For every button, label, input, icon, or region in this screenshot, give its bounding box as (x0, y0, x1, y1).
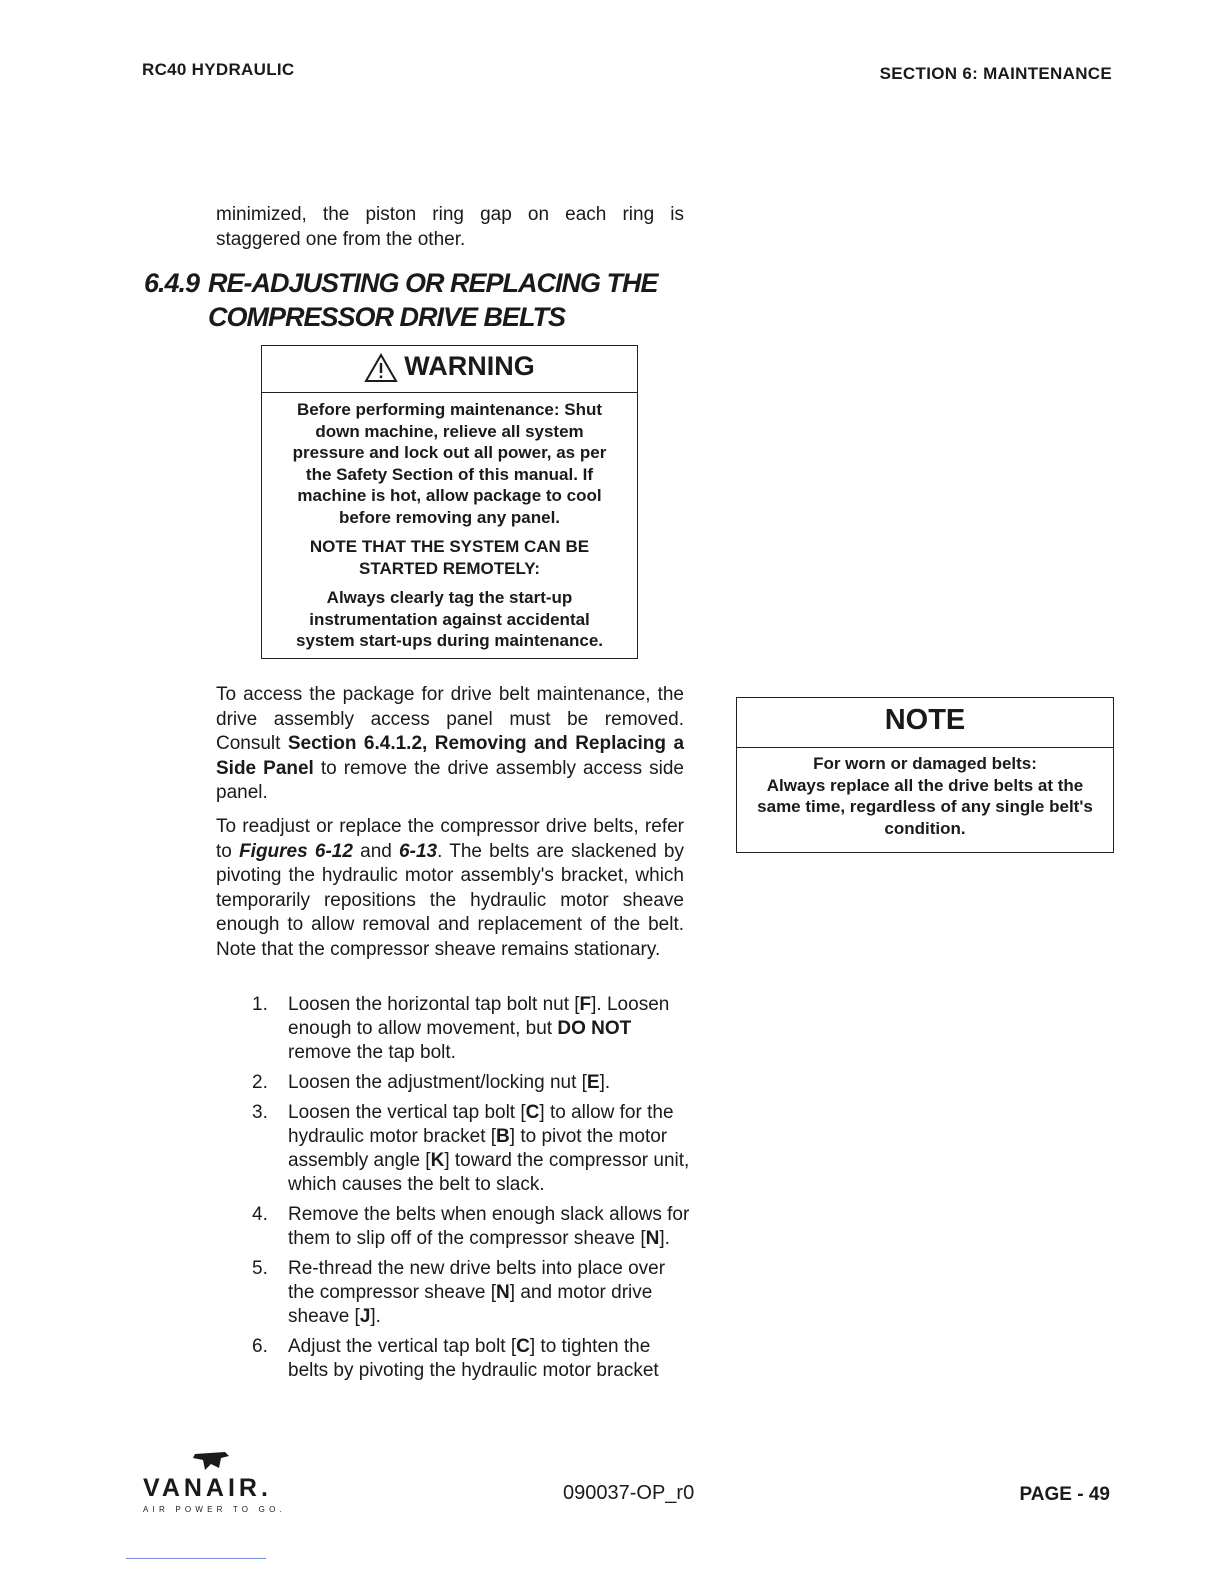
note-line-2: Always replace all the drive belts at the same time, regardless of any single belt's condition. (757, 775, 1093, 838)
step-item: 4. Remove the belts when enough slack allows for them to slip off of the compressor sheave [N]. (252, 1204, 690, 1249)
step-item: 2. Loosen the adjustment/locking nut [E]. (252, 1072, 611, 1093)
readjust-text-e: . The belts are slackened by pivoting the hydraulic motor assembly's bracket, which temporarily repositions the hydraulic motor sheave enough to allow removal and replacement of the belt. Note that the compressor sheave remains stationary. (216, 840, 685, 960)
access-text-a: To access the package for drive belt maintenance, the drive assembly access panel must be removed. Consult (216, 684, 684, 754)
step-item: 3. Loosen the vertical tap bolt [C] to allow for the hydraulic motor bracket [B] to pivot the motor assembly angle [K] toward the compressor unit, which causes the belt to slack. (252, 1102, 690, 1195)
section-reference: Section 6.4.1.2, Removing and Replacing a Side Panel (216, 733, 685, 779)
note-line-1: For worn or damaged belts: (813, 754, 1037, 773)
readjust-text-a: To readjust or replace the compressor drive belts, refer to (216, 816, 684, 862)
access-paragraph (216, 683, 684, 806)
access-text-c: to remove the drive assembly access side panel. (216, 757, 684, 803)
note-box (736, 697, 1114, 853)
section-number: 6.4.9 (144, 268, 200, 298)
vanair-logo (143, 1450, 286, 1514)
warning-title-bar (262, 346, 637, 393)
section-title-line2: COMPRESSOR DRIVE BELTS (208, 302, 566, 332)
page-number: PAGE - 49 (1019, 1484, 1110, 1505)
section-title-line1: RE-ADJUSTING OR REPLACING THE (208, 268, 658, 298)
readjust-text-c: and (352, 840, 400, 862)
intro-text: minimized, the piston ring gap on each ring is staggered one from the other. (216, 204, 684, 250)
warning-title: WARNING (404, 351, 535, 381)
warning-text-1: Before performing maintenance: Shut down machine, relieve all system pressure and lock out all power, as per the Safety Section of this manual. If machine is hot, allow package to cool before removing any panel. (292, 400, 607, 527)
footer-rule (126, 1558, 266, 1559)
section-heading (144, 266, 658, 334)
step-number: 6. (252, 1336, 268, 1357)
step-item: 1. Loosen the horizontal tap bolt nut [F]. Loosen enough to allow movement, but DO NOT remove the tap bolt. (252, 994, 670, 1063)
logo-text: VANAIR. (143, 1474, 272, 1502)
step-number: 2. (252, 1072, 268, 1093)
warning-text-2: NOTE THAT THE SYSTEM CAN BE STARTED REMOTELY: (309, 537, 590, 578)
readjust-paragraph (216, 815, 684, 962)
warning-box (261, 345, 638, 659)
warning-triangle-icon (364, 353, 398, 383)
figure-ref-2: 6-13 (399, 840, 438, 862)
figure-ref-1: Figures 6-12 (239, 840, 353, 862)
step-item: 6. Adjust the vertical tap bolt [C] to tighten the belts by pivoting the hydraulic motor bracket (252, 1336, 659, 1381)
logo-emblem-icon (191, 1450, 231, 1472)
logo-tagline: AIR POWER TO GO. (143, 1505, 286, 1514)
step-number: 4. (252, 1204, 268, 1225)
step-item: 5. Re-thread the new drive belts into place over the compressor sheave [N] and motor drive sheave [J]. (252, 1258, 666, 1327)
header-section: SECTION 6: MAINTENANCE (879, 64, 1112, 83)
step-number: 1. (252, 994, 268, 1015)
warning-text-3: Always clearly tag the start-up instrumentation against accidental system start-ups during maintenance. (295, 588, 604, 650)
header-product: RC40 HYDRAULIC (142, 60, 295, 79)
step-number: 3. (252, 1102, 268, 1123)
step-number: 5. (252, 1258, 268, 1279)
document-id: 090037-OP_r0 (563, 1482, 695, 1504)
note-title: NOTE (737, 698, 1113, 748)
note-body (737, 748, 1113, 839)
warning-body (262, 393, 637, 652)
procedure-steps (252, 993, 692, 1389)
